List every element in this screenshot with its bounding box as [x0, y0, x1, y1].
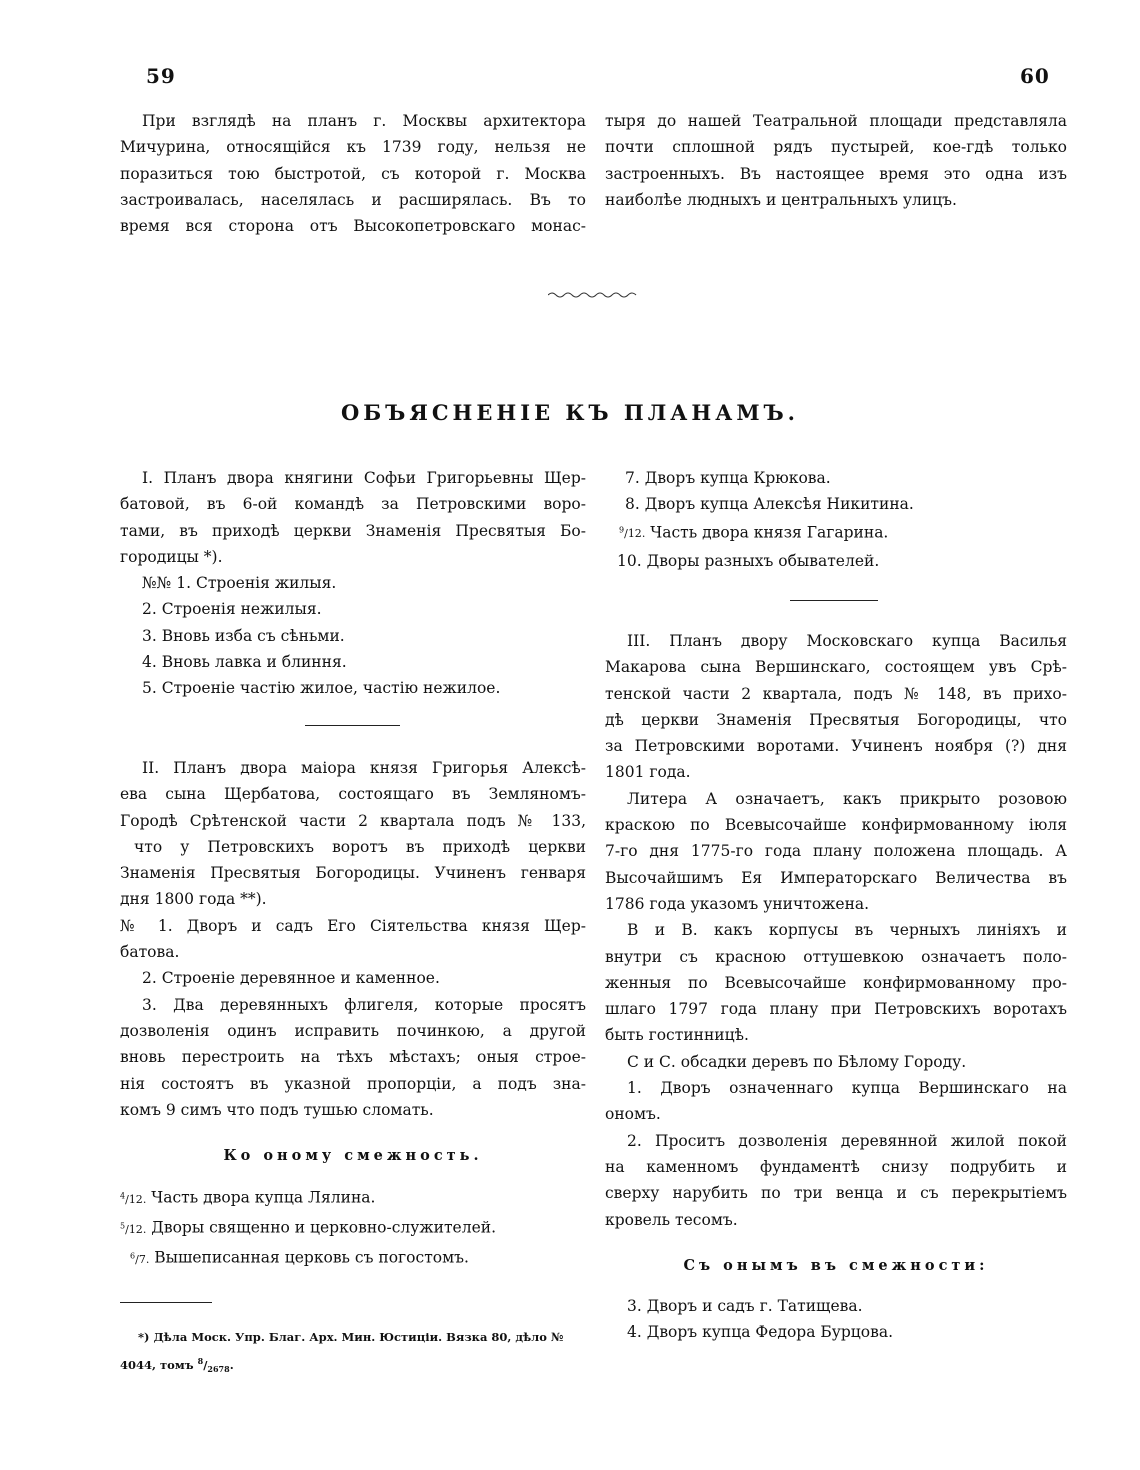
text-line: I. Планъ двора княгини Софьи Григорьевны Щер-	[142, 469, 586, 487]
list-item: на каменномъ фундаментѣ снизу подрубить и	[605, 1157, 1067, 1176]
list-item: 1. Дворъ означеннаго купца Вершинскаго на	[627, 1079, 1067, 1098]
text-line: Макарова сына Вершинскаго, состоящем увъ Срѣ-	[605, 658, 1067, 677]
list-item: $^9$/12. Часть двора князя Гагарина.	[619, 523, 889, 542]
adjacency-text: Часть двора купца Лялина.	[151, 1189, 376, 1208]
text-line: поразиться тою быстротой, съ которой г. Москва	[120, 164, 586, 183]
text-line: за Петровскими воротами. Учиненъ ноября (?) дня	[605, 737, 1067, 756]
plan-3-section	[605, 628, 1067, 1346]
list-item: комъ 9 симъ что подъ тушью сломать.	[120, 1100, 434, 1119]
fraction: $^6$/7.	[130, 1251, 150, 1267]
text-line: ева сына Щербатова, состоящаго въ Земляномъ-	[120, 785, 586, 804]
text-line: 7-го дня 1775-го года плану положена площадь. А	[605, 842, 1067, 861]
text-line: III. Планъ двору Московскаго купца Василья	[627, 632, 1067, 650]
list-item: сверху нарубить по три венца и съ перекрытіемъ	[605, 1184, 1067, 1203]
list-item: 2. Строеніе деревянное и каменное.	[142, 969, 440, 988]
list-item: дозволенія одинъ исправить починкою, а другой	[120, 1021, 586, 1040]
plan-2-section	[120, 755, 586, 1273]
text-line: наиболѣе людныхъ и центральныхъ улицъ.	[605, 190, 957, 209]
plan-1-section	[120, 465, 586, 702]
adjacency-text: Вышеписанная церковь съ погостомъ.	[154, 1249, 469, 1268]
list-item: 3. Вновь изба съ сѣньми.	[142, 626, 345, 645]
footnote-line: 4044, томъ $^8/_{2678}$.	[120, 1356, 234, 1375]
text-line: Высочайшимъ Ея Императорскаго Величества въ	[605, 868, 1067, 887]
footnote	[120, 1325, 586, 1381]
footnote-divider	[120, 1302, 212, 1303]
adjacency-item: 4. Дворъ купца Федора Бурцова.	[627, 1323, 893, 1342]
fraction: $^5$/12.	[120, 1221, 147, 1237]
adjacency-text: Дворы священно и церковно-служителей.	[151, 1219, 497, 1238]
text-line: внутри съ красною оттушевкою означаетъ поло-	[605, 947, 1067, 966]
adjacency-item	[120, 1243, 586, 1273]
page-number-right: 60	[1020, 64, 1050, 88]
text-line: Литера А означаетъ, какъ прикрыто розовою	[627, 789, 1067, 808]
text-line: При взглядѣ на планъ г. Москвы архитектора	[142, 112, 586, 130]
section-divider	[790, 600, 878, 601]
list-item: 5. Строеніе частію жилое, частію нежилое.	[142, 679, 501, 698]
list-item: 10. Дворы разныхъ обывателей.	[617, 551, 880, 570]
text-line: застроивалась, населялась и расширялась. Въ то	[120, 190, 586, 209]
text-line: 1786 года указомъ уничтожена.	[605, 894, 870, 913]
text-line: С и С. обсадки деревъ по Бѣлому Городу.	[627, 1052, 967, 1071]
text-line: II. Планъ двора маіора князя Григорья Алексѣ-	[142, 759, 586, 777]
text-line: Знаменія Пресвятыя Богородицы. Учиненъ генваря	[120, 864, 586, 883]
list-item: 2. Строенія нежилыя.	[142, 600, 322, 619]
page-title: ОБЪЯСНЕНІЕ КЪ ПЛАНАМЪ.	[341, 400, 799, 425]
text-line: застроенныхъ. Въ настоящее время это одна изъ	[605, 164, 1067, 183]
page-number-left: 59	[146, 64, 176, 88]
text-line: что у Петровскихъ воротъ въ приходѣ церкви	[134, 837, 586, 856]
list-item: батова.	[120, 943, 180, 962]
text-line: В и В. какъ корпусы въ черныхъ линіяхъ и	[627, 921, 1067, 940]
adjacency-item	[120, 1213, 586, 1243]
text-line: тами, въ приходѣ церкви Знаменія Пресвятыя Бо-	[120, 521, 586, 540]
text-line: шлаго 1797 года плану при Петровскихъ воротахъ	[605, 1000, 1067, 1019]
text-line: краскою по Всевысочайше конфирмованному іюля	[605, 816, 1067, 835]
adjacency-heading: Съ онымъ въ смежности:	[683, 1256, 989, 1274]
fraction: $^9$/12.	[619, 525, 646, 541]
list-item: вновь перестроить на тѣхъ мѣстахъ; оныя строе-	[120, 1048, 586, 1067]
text-line: тыря до нашей Театральной площади представляла	[605, 112, 1067, 130]
text-line: дня 1800 года **).	[120, 890, 267, 909]
text-line: дѣ церкви Знаменія Пресвятыя Богородицы, что	[605, 710, 1067, 729]
list-item: 7. Дворъ купца Крюкова.	[625, 469, 831, 487]
text-line: Городѣ Срѣтенской части 2 квартала подъ № 133,	[120, 811, 586, 830]
text-line: городицы *).	[120, 547, 223, 566]
list-item: нія состоятъ въ указной пропорціи, а подъ зна-	[120, 1074, 586, 1093]
list-item: № 1. Дворъ и садъ Его Сіятельства князя Щер-	[120, 916, 586, 935]
list-item: №№ 1. Строенія жилыя.	[142, 574, 337, 593]
intro-right-column	[605, 108, 1067, 213]
list-item: 4. Вновь лавка и блиння.	[142, 653, 347, 672]
text-line: время вся сторона отъ Высокопетровскаго монас-	[120, 217, 586, 236]
intro-left-column	[120, 108, 586, 239]
footnote-line: *) Дѣла Моск. Упр. Благ. Арх. Мин. Юстиціи. Вязка 80, дѣло №	[138, 1330, 564, 1344]
text-line: почти сплошной рядъ пустырей, кое-гдѣ только	[605, 138, 1067, 157]
list-item: 8. Дворъ купца Алексѣя Никитина.	[625, 495, 914, 514]
plan-2-continued	[605, 465, 1067, 574]
text-line: женныя по Всевысочайше конфирмованному про-	[605, 973, 1067, 992]
text-line: Мичурина, относящійся къ 1739 году, нельзя не	[120, 138, 586, 157]
fraction: $^4$/12.	[120, 1191, 147, 1207]
section-divider	[305, 725, 400, 726]
text-line: батовой, въ 6-ой командѣ за Петровскими воро-	[120, 495, 586, 514]
adjacency-heading: Ко оному смежность.	[223, 1147, 483, 1165]
text-line: 1801 года.	[605, 763, 691, 782]
list-item: 3. Два деревянныхъ флигеля, которые просятъ	[142, 995, 586, 1014]
list-item: ономъ.	[605, 1105, 661, 1124]
list-item: 2. Проситъ дозволенія деревянной жилой покой	[627, 1131, 1067, 1150]
list-item: кровель тесомъ.	[605, 1210, 738, 1229]
text-line: тенской части 2 квартала, подъ № 148, въ прихо-	[605, 684, 1067, 703]
text-line: быть гостинницѣ.	[605, 1026, 749, 1045]
ornament-divider	[548, 290, 640, 300]
adjacency-item: 3. Дворъ и садъ г. Татищева.	[627, 1297, 863, 1316]
adjacency-item	[120, 1183, 586, 1213]
